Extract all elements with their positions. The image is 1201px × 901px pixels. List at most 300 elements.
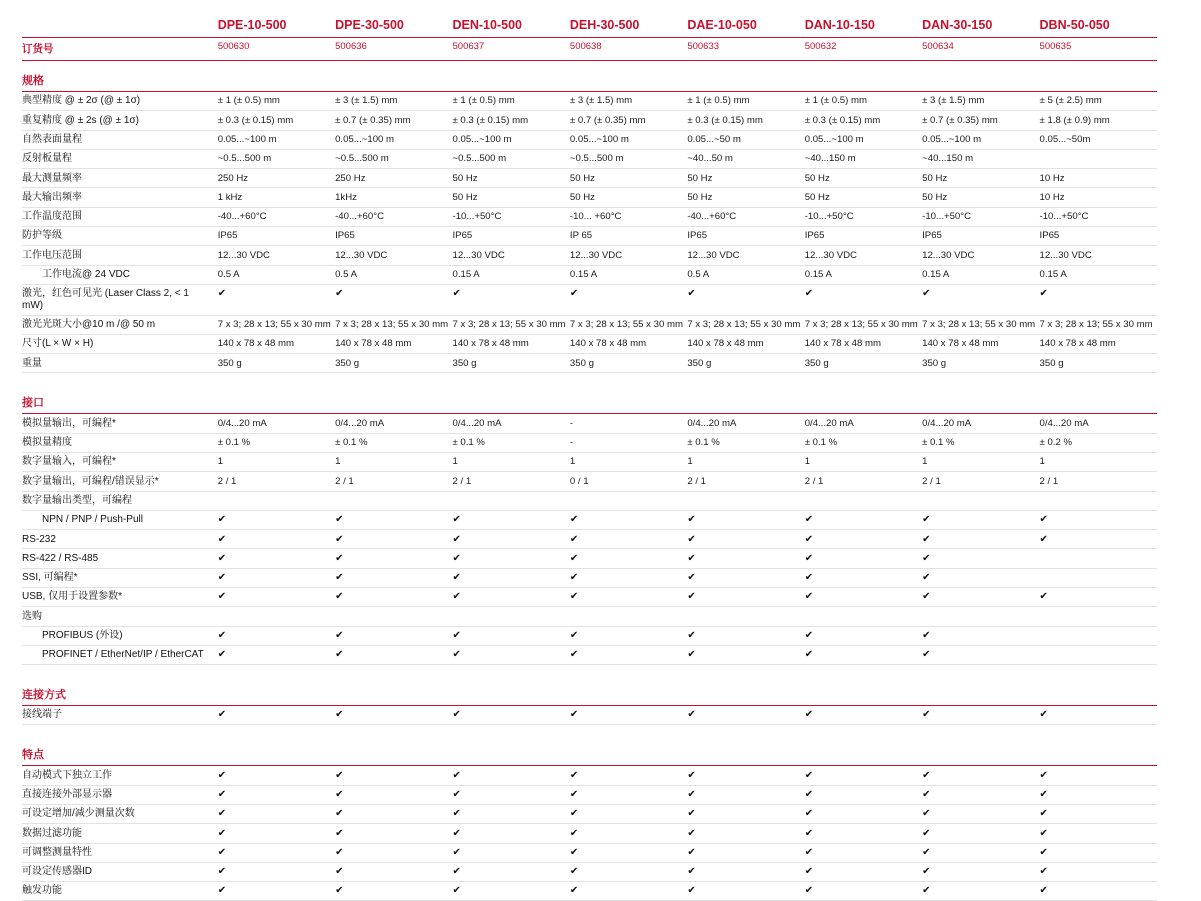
- check-icon: ✔: [804, 769, 814, 781]
- spec-row: [22, 607, 1157, 626]
- spec-value-c4: [570, 645, 687, 664]
- check-icon: ✔: [1039, 827, 1048, 839]
- check-icon: ✔: [687, 808, 696, 820]
- spec-value-c4: 50 Hz: [570, 169, 687, 188]
- check-icon: ✔: [569, 533, 579, 545]
- spec-row: [22, 645, 1157, 664]
- spec-row-label: NPN / PNP / Push-Pull: [22, 510, 218, 529]
- spec-value-c3: [453, 785, 570, 804]
- spec-value-c4: [570, 587, 687, 606]
- spec-value-c3: IP65: [453, 226, 570, 245]
- column-header-2: DPE-30-500: [335, 18, 404, 32]
- spec-value-c4: 350 g: [570, 354, 687, 373]
- spec-value-c8: [1040, 626, 1157, 645]
- spec-value-c7: [922, 645, 1039, 664]
- check-icon: ✔: [217, 533, 227, 545]
- check-icon: ✔: [687, 827, 696, 839]
- spec-value-c7: 12...30 VDC: [922, 246, 1039, 265]
- check-icon: ✔: [569, 629, 579, 641]
- order-number-value-5: 500633: [687, 41, 720, 52]
- section-spacer: [22, 373, 1157, 384]
- spec-value-c8: [1040, 284, 1157, 315]
- check-icon: ✔: [335, 846, 344, 858]
- spec-value-c2: [335, 530, 452, 549]
- spec-value-c2: 250 Hz: [335, 169, 452, 188]
- spec-value-c4: 7 x 3; 28 x 13; 55 x 30 mm: [570, 315, 687, 334]
- check-icon: ✔: [687, 789, 696, 801]
- check-icon: ✔: [335, 591, 344, 603]
- spec-row: [22, 785, 1157, 804]
- spec-value-c4: [570, 766, 687, 785]
- column-header-7: DAN-30-150: [922, 18, 993, 32]
- spec-value-c4: ± 3 (± 1.5) mm: [570, 92, 687, 111]
- spec-value-c6: [805, 549, 922, 568]
- check-icon: ✔: [452, 808, 461, 820]
- spec-value-c1: [218, 862, 335, 881]
- check-icon: ✔: [1039, 769, 1048, 781]
- spec-value-c3: [453, 587, 570, 606]
- section-title-filler: [218, 735, 335, 765]
- spec-value-c4: IP 65: [570, 226, 687, 245]
- check-icon: ✔: [804, 288, 814, 300]
- spec-value-c3: [453, 510, 570, 529]
- spec-value-c5: 140 x 78 x 48 mm: [687, 334, 804, 353]
- check-icon: ✔: [569, 885, 579, 897]
- spec-value-c2: [335, 491, 452, 510]
- spec-row-label: 模拟量输出，可编程*: [22, 414, 218, 433]
- spec-value-c3: [453, 706, 570, 725]
- spec-value-c2: [335, 568, 452, 587]
- spec-value-c6: [805, 706, 922, 725]
- check-icon: ✔: [569, 514, 579, 526]
- spec-value-c4: ± 0.7 (± 0.35) mm: [570, 111, 687, 130]
- spec-value-c8: [1040, 804, 1157, 823]
- check-icon: ✔: [687, 591, 696, 603]
- spec-row-label: 重量: [22, 354, 218, 373]
- spec-value-c2: [335, 626, 452, 645]
- spec-row: [22, 433, 1157, 452]
- spec-value-c7: IP65: [922, 226, 1039, 245]
- spec-value-c7: 0.15 A: [922, 265, 1039, 284]
- spec-value-c5: 7 x 3; 28 x 13; 55 x 30 mm: [687, 315, 804, 334]
- section-spacer: [22, 725, 1157, 736]
- spec-value-c7: [922, 785, 1039, 804]
- spec-value-c6: 1: [805, 453, 922, 472]
- check-icon: ✔: [804, 808, 814, 820]
- spec-value-c5: ± 0.1 %: [687, 433, 804, 452]
- check-icon: ✔: [569, 572, 579, 584]
- check-icon: ✔: [687, 629, 696, 641]
- spec-value-c8: [1040, 568, 1157, 587]
- spec-value-c8: [1040, 149, 1157, 168]
- spec-value-c1: [218, 510, 335, 529]
- order-number-value-2: 500636: [335, 41, 367, 52]
- spec-value-c8: 2 / 1: [1040, 472, 1157, 491]
- spec-value-c8: [1040, 785, 1157, 804]
- check-icon: ✔: [687, 846, 696, 858]
- check-icon: ✔: [804, 709, 814, 721]
- spec-value-c3: [453, 804, 570, 823]
- check-icon: ✔: [922, 808, 931, 820]
- spec-value-c1: ~0.5...500 m: [218, 149, 335, 168]
- check-icon: ✔: [569, 769, 579, 781]
- section-title-filler: [218, 675, 335, 705]
- check-icon: ✔: [804, 866, 814, 878]
- section-spacer: [22, 665, 1157, 676]
- spec-value-c1: 1: [218, 453, 335, 472]
- spec-row-label: 自动模式下独立工作: [22, 766, 218, 785]
- spec-value-c1: ± 0.3 (± 0.15) mm: [218, 111, 335, 130]
- spec-value-c2: [335, 824, 452, 843]
- spec-value-c6: [805, 804, 922, 823]
- spec-value-c2: [335, 510, 452, 529]
- check-icon: ✔: [452, 769, 461, 781]
- order-number-value-3: 500637: [452, 41, 485, 52]
- spec-value-c4: [570, 706, 687, 725]
- spec-value-c4: [570, 284, 687, 315]
- spec-value-c1: 7 x 3; 28 x 13; 55 x 30 mm: [218, 315, 335, 334]
- spec-value-c7: [922, 882, 1039, 901]
- check-icon: ✔: [335, 866, 344, 878]
- spec-value-c3: 350 g: [453, 354, 570, 373]
- spec-value-c7: ± 3 (± 1.5) mm: [922, 92, 1039, 111]
- spec-value-c3: 0/4...20 mA: [453, 414, 570, 433]
- spec-value-c3: [453, 607, 570, 626]
- spec-row: [22, 843, 1157, 862]
- spec-value-c4: [570, 530, 687, 549]
- check-icon: ✔: [1039, 514, 1048, 526]
- spec-row: [22, 472, 1157, 491]
- spec-value-c7: -10...+50°C: [922, 207, 1039, 226]
- spec-value-c4: [570, 491, 687, 510]
- check-icon: ✔: [569, 808, 579, 820]
- spec-value-c2: [335, 804, 452, 823]
- spec-value-c3: 140 x 78 x 48 mm: [453, 334, 570, 353]
- check-icon: ✔: [217, 514, 227, 526]
- check-icon: ✔: [452, 649, 461, 661]
- spec-value-c8: 10 Hz: [1040, 188, 1157, 207]
- spec-value-c2: [335, 766, 452, 785]
- spec-value-c5: [687, 645, 804, 664]
- spec-value-c2: 2 / 1: [335, 472, 452, 491]
- spec-row-label: 模拟量精度: [22, 433, 218, 452]
- check-icon: ✔: [687, 514, 696, 526]
- check-icon: ✔: [217, 789, 227, 801]
- check-icon: ✔: [452, 288, 461, 300]
- spec-value-c8: [1040, 882, 1157, 901]
- check-icon: ✔: [922, 649, 931, 661]
- spec-value-c3: ± 1 (± 0.5) mm: [453, 92, 570, 111]
- section-title-filler: [570, 61, 687, 92]
- check-icon: ✔: [569, 552, 579, 564]
- spec-row: [22, 92, 1157, 111]
- spec-value-c1: 0/4...20 mA: [218, 414, 335, 433]
- check-icon: ✔: [569, 789, 579, 801]
- order-number-value-4: 500638: [569, 41, 602, 52]
- spec-value-c6: 50 Hz: [805, 169, 922, 188]
- spec-value-c8: IP65: [1040, 226, 1157, 245]
- spec-value-c4: [570, 882, 687, 901]
- check-icon: ✔: [452, 552, 461, 564]
- spec-value-c8: ± 5 (± 2.5) mm: [1040, 92, 1157, 111]
- spec-row: [22, 491, 1157, 510]
- spec-value-c8: 10 Hz: [1040, 169, 1157, 188]
- spec-row: [22, 882, 1157, 901]
- spec-value-c8: [1040, 510, 1157, 529]
- check-icon: ✔: [335, 769, 344, 781]
- spec-row-label: 最大输出频率: [22, 188, 218, 207]
- spec-value-c2: ~0.5...500 m: [335, 149, 452, 168]
- spec-value-c5: -40...+60°C: [687, 207, 804, 226]
- spec-value-c8: [1040, 766, 1157, 785]
- spec-value-c6: 50 Hz: [805, 188, 922, 207]
- spec-value-c8: [1040, 843, 1157, 862]
- spec-value-c5: 1: [687, 453, 804, 472]
- spec-row: [22, 149, 1157, 168]
- spec-value-c1: [218, 645, 335, 664]
- check-icon: ✔: [569, 591, 579, 603]
- spec-row-label: USB, 仅用于设置参数*: [22, 587, 218, 606]
- order-number-value-1: 500630: [217, 41, 250, 52]
- spec-value-c5: [687, 284, 804, 315]
- spec-row-label: 典型精度 @ ± 2σ (@ ± 1σ): [22, 92, 218, 111]
- spec-value-c7: [922, 706, 1039, 725]
- spec-value-c5: 0.5 A: [687, 265, 804, 284]
- check-icon: ✔: [922, 629, 931, 641]
- spec-value-c5: [687, 626, 804, 645]
- column-header-5: DAE-10-050: [687, 18, 757, 32]
- spec-value-c8: [1040, 706, 1157, 725]
- spec-value-c5: 0/4...20 mA: [687, 414, 804, 433]
- spec-row: [22, 334, 1157, 353]
- spec-value-c5: 50 Hz: [687, 188, 804, 207]
- check-icon: ✔: [804, 885, 814, 897]
- spec-row: [22, 265, 1157, 284]
- spec-row: [22, 530, 1157, 549]
- spec-value-c8: [1040, 862, 1157, 881]
- spec-value-c8: ± 0.2 %: [1040, 433, 1157, 452]
- spec-row-label: 可设定传感器ID: [22, 862, 218, 881]
- spec-value-c2: [335, 882, 452, 901]
- section-title-filler: [570, 383, 687, 413]
- check-icon: ✔: [687, 533, 696, 545]
- spec-row-label: 工作温度范围: [22, 207, 218, 226]
- check-icon: ✔: [569, 827, 579, 839]
- spec-value-c7: [922, 530, 1039, 549]
- spec-value-c1: [218, 785, 335, 804]
- spec-row-label: 激光光斑大小@10 m /@ 50 m: [22, 315, 218, 334]
- check-icon: ✔: [569, 288, 579, 300]
- spec-row-label: 激光，红色可见光 (Laser Class 2, < 1 mW): [22, 284, 218, 315]
- check-icon: ✔: [922, 846, 931, 858]
- check-icon: ✔: [335, 827, 344, 839]
- spec-value-c4: [570, 607, 687, 626]
- section-title-filler: [687, 61, 804, 92]
- spec-value-c2: [335, 607, 452, 626]
- check-icon: ✔: [687, 552, 696, 564]
- spec-value-c3: [453, 843, 570, 862]
- check-icon: ✔: [217, 649, 227, 661]
- spec-value-c7: [922, 804, 1039, 823]
- check-icon: ✔: [335, 572, 344, 584]
- section-title-4: [22, 735, 1157, 765]
- check-icon: ✔: [687, 649, 696, 661]
- spec-row: [22, 414, 1157, 433]
- column-header-row: [22, 16, 1157, 37]
- spec-value-c5: [687, 491, 804, 510]
- spec-value-c7: 50 Hz: [922, 169, 1039, 188]
- spec-value-c2: 7 x 3; 28 x 13; 55 x 30 mm: [335, 315, 452, 334]
- spec-row-label: RS-232: [22, 530, 218, 549]
- spec-value-c4: [570, 804, 687, 823]
- spec-value-c7: ~40...150 m: [922, 149, 1039, 168]
- check-icon: ✔: [335, 533, 344, 545]
- section-title-filler: [218, 61, 335, 92]
- spec-value-c3: 0.05...~100 m: [453, 130, 570, 149]
- check-icon: ✔: [922, 709, 931, 721]
- spec-row: [22, 207, 1157, 226]
- spec-value-c6: [805, 882, 922, 901]
- spec-value-c3: [453, 645, 570, 664]
- spec-value-c3: 7 x 3; 28 x 13; 55 x 30 mm: [453, 315, 570, 334]
- check-icon: ✔: [1039, 866, 1048, 878]
- check-icon: ✔: [1039, 808, 1048, 820]
- spec-row-label: RS-422 / RS-485: [22, 549, 218, 568]
- check-icon: ✔: [452, 709, 461, 721]
- check-icon: ✔: [922, 827, 931, 839]
- spec-value-c6: [805, 607, 922, 626]
- spec-value-c6: 0.15 A: [805, 265, 922, 284]
- spec-row-label: 尺寸(L × W × H): [22, 334, 218, 353]
- check-icon: ✔: [217, 885, 227, 897]
- section-title-label: 规格: [22, 75, 44, 87]
- spec-value-c2: ± 0.1 %: [335, 433, 452, 452]
- spec-value-c5: [687, 549, 804, 568]
- spec-value-c3: 0.15 A: [453, 265, 570, 284]
- spec-value-c3: 1: [453, 453, 570, 472]
- check-icon: ✔: [217, 769, 227, 781]
- spec-row-label: 选购: [22, 607, 218, 626]
- section-title-filler: [1040, 383, 1157, 413]
- check-icon: ✔: [804, 591, 814, 603]
- spec-value-c5: [687, 568, 804, 587]
- spec-value-c2: 140 x 78 x 48 mm: [335, 334, 452, 353]
- spec-value-c5: [687, 607, 804, 626]
- spec-value-c4: 50 Hz: [570, 188, 687, 207]
- check-icon: ✔: [217, 591, 227, 603]
- spec-value-c8: 1: [1040, 453, 1157, 472]
- spec-value-c2: ± 3 (± 1.5) mm: [335, 92, 452, 111]
- spec-value-c4: [570, 568, 687, 587]
- check-icon: ✔: [804, 827, 814, 839]
- check-icon: ✔: [922, 885, 931, 897]
- spec-value-c7: 7 x 3; 28 x 13; 55 x 30 mm: [922, 315, 1039, 334]
- spec-value-c6: 2 / 1: [805, 472, 922, 491]
- spec-row: [22, 130, 1157, 149]
- section-title-filler: [335, 383, 452, 413]
- spec-value-c3: [453, 549, 570, 568]
- spec-value-c8: -10...+50°C: [1040, 207, 1157, 226]
- check-icon: ✔: [569, 649, 579, 661]
- spec-value-c2: [335, 862, 452, 881]
- spec-value-c8: 140 x 78 x 48 mm: [1040, 334, 1157, 353]
- spec-value-c3: 50 Hz: [453, 169, 570, 188]
- spec-value-c8: [1040, 587, 1157, 606]
- check-icon: ✔: [452, 514, 461, 526]
- spec-value-c1: 140 x 78 x 48 mm: [218, 334, 335, 353]
- spec-row: [22, 354, 1157, 373]
- spec-value-c6: [805, 510, 922, 529]
- column-header-6: DAN-10-150: [804, 18, 875, 32]
- check-icon: ✔: [922, 514, 931, 526]
- spec-value-c2: 1kHz: [335, 188, 452, 207]
- spec-value-c2: [335, 843, 452, 862]
- spec-value-c1: [218, 882, 335, 901]
- spec-value-c6: ± 0.1 %: [805, 433, 922, 452]
- spec-value-c2: [335, 706, 452, 725]
- check-icon: ✔: [217, 808, 227, 820]
- spec-row-label: 防护等级: [22, 226, 218, 245]
- spec-value-c7: [922, 766, 1039, 785]
- spec-value-c7: 1: [922, 453, 1039, 472]
- spec-value-c6: IP65: [805, 226, 922, 245]
- spec-value-c8: [1040, 491, 1157, 510]
- check-icon: ✔: [335, 808, 344, 820]
- spec-value-c2: 0.05...~100 m: [335, 130, 452, 149]
- check-icon: ✔: [922, 789, 931, 801]
- spec-row-label: 反射板量程: [22, 149, 218, 168]
- spec-row: [22, 111, 1157, 130]
- spec-value-c7: ± 0.1 %: [922, 433, 1039, 452]
- spec-value-c7: 2 / 1: [922, 472, 1039, 491]
- spec-value-c5: [687, 862, 804, 881]
- spec-value-c3: -10...+50°C: [453, 207, 570, 226]
- spec-value-c8: 0.05...~50m: [1040, 130, 1157, 149]
- spec-value-c1: ± 0.1 %: [218, 433, 335, 452]
- column-header-8: DBN-50-050: [1039, 18, 1110, 32]
- spec-value-c6: ~40...150 m: [805, 149, 922, 168]
- check-icon: ✔: [687, 866, 696, 878]
- check-icon: ✔: [217, 572, 227, 584]
- spec-row-label: 自然表面量程: [22, 130, 218, 149]
- check-icon: ✔: [452, 629, 461, 641]
- section-title-label: 特点: [22, 749, 44, 762]
- check-icon: ✔: [569, 846, 579, 858]
- check-icon: ✔: [804, 572, 814, 584]
- section-title-filler: [570, 735, 687, 765]
- spec-value-c7: [922, 824, 1039, 843]
- spec-value-c5: [687, 530, 804, 549]
- spec-value-c4: [570, 824, 687, 843]
- spec-row: [22, 766, 1157, 785]
- spec-value-c6: 0/4...20 mA: [805, 414, 922, 433]
- spec-row: [22, 246, 1157, 265]
- spec-value-c2: [335, 587, 452, 606]
- spec-row: [22, 315, 1157, 334]
- spec-value-c1: [218, 706, 335, 725]
- spec-value-c7: [922, 510, 1039, 529]
- spec-value-c6: [805, 824, 922, 843]
- section-title-filler: [1040, 675, 1157, 705]
- spec-value-c3: [453, 862, 570, 881]
- spec-value-c7: [922, 491, 1039, 510]
- spec-value-c2: [335, 645, 452, 664]
- spec-value-c1: [218, 843, 335, 862]
- spec-value-c4: 1: [570, 453, 687, 472]
- spec-value-c6: [805, 843, 922, 862]
- spec-value-c1: [218, 626, 335, 645]
- spec-value-c1: [218, 530, 335, 549]
